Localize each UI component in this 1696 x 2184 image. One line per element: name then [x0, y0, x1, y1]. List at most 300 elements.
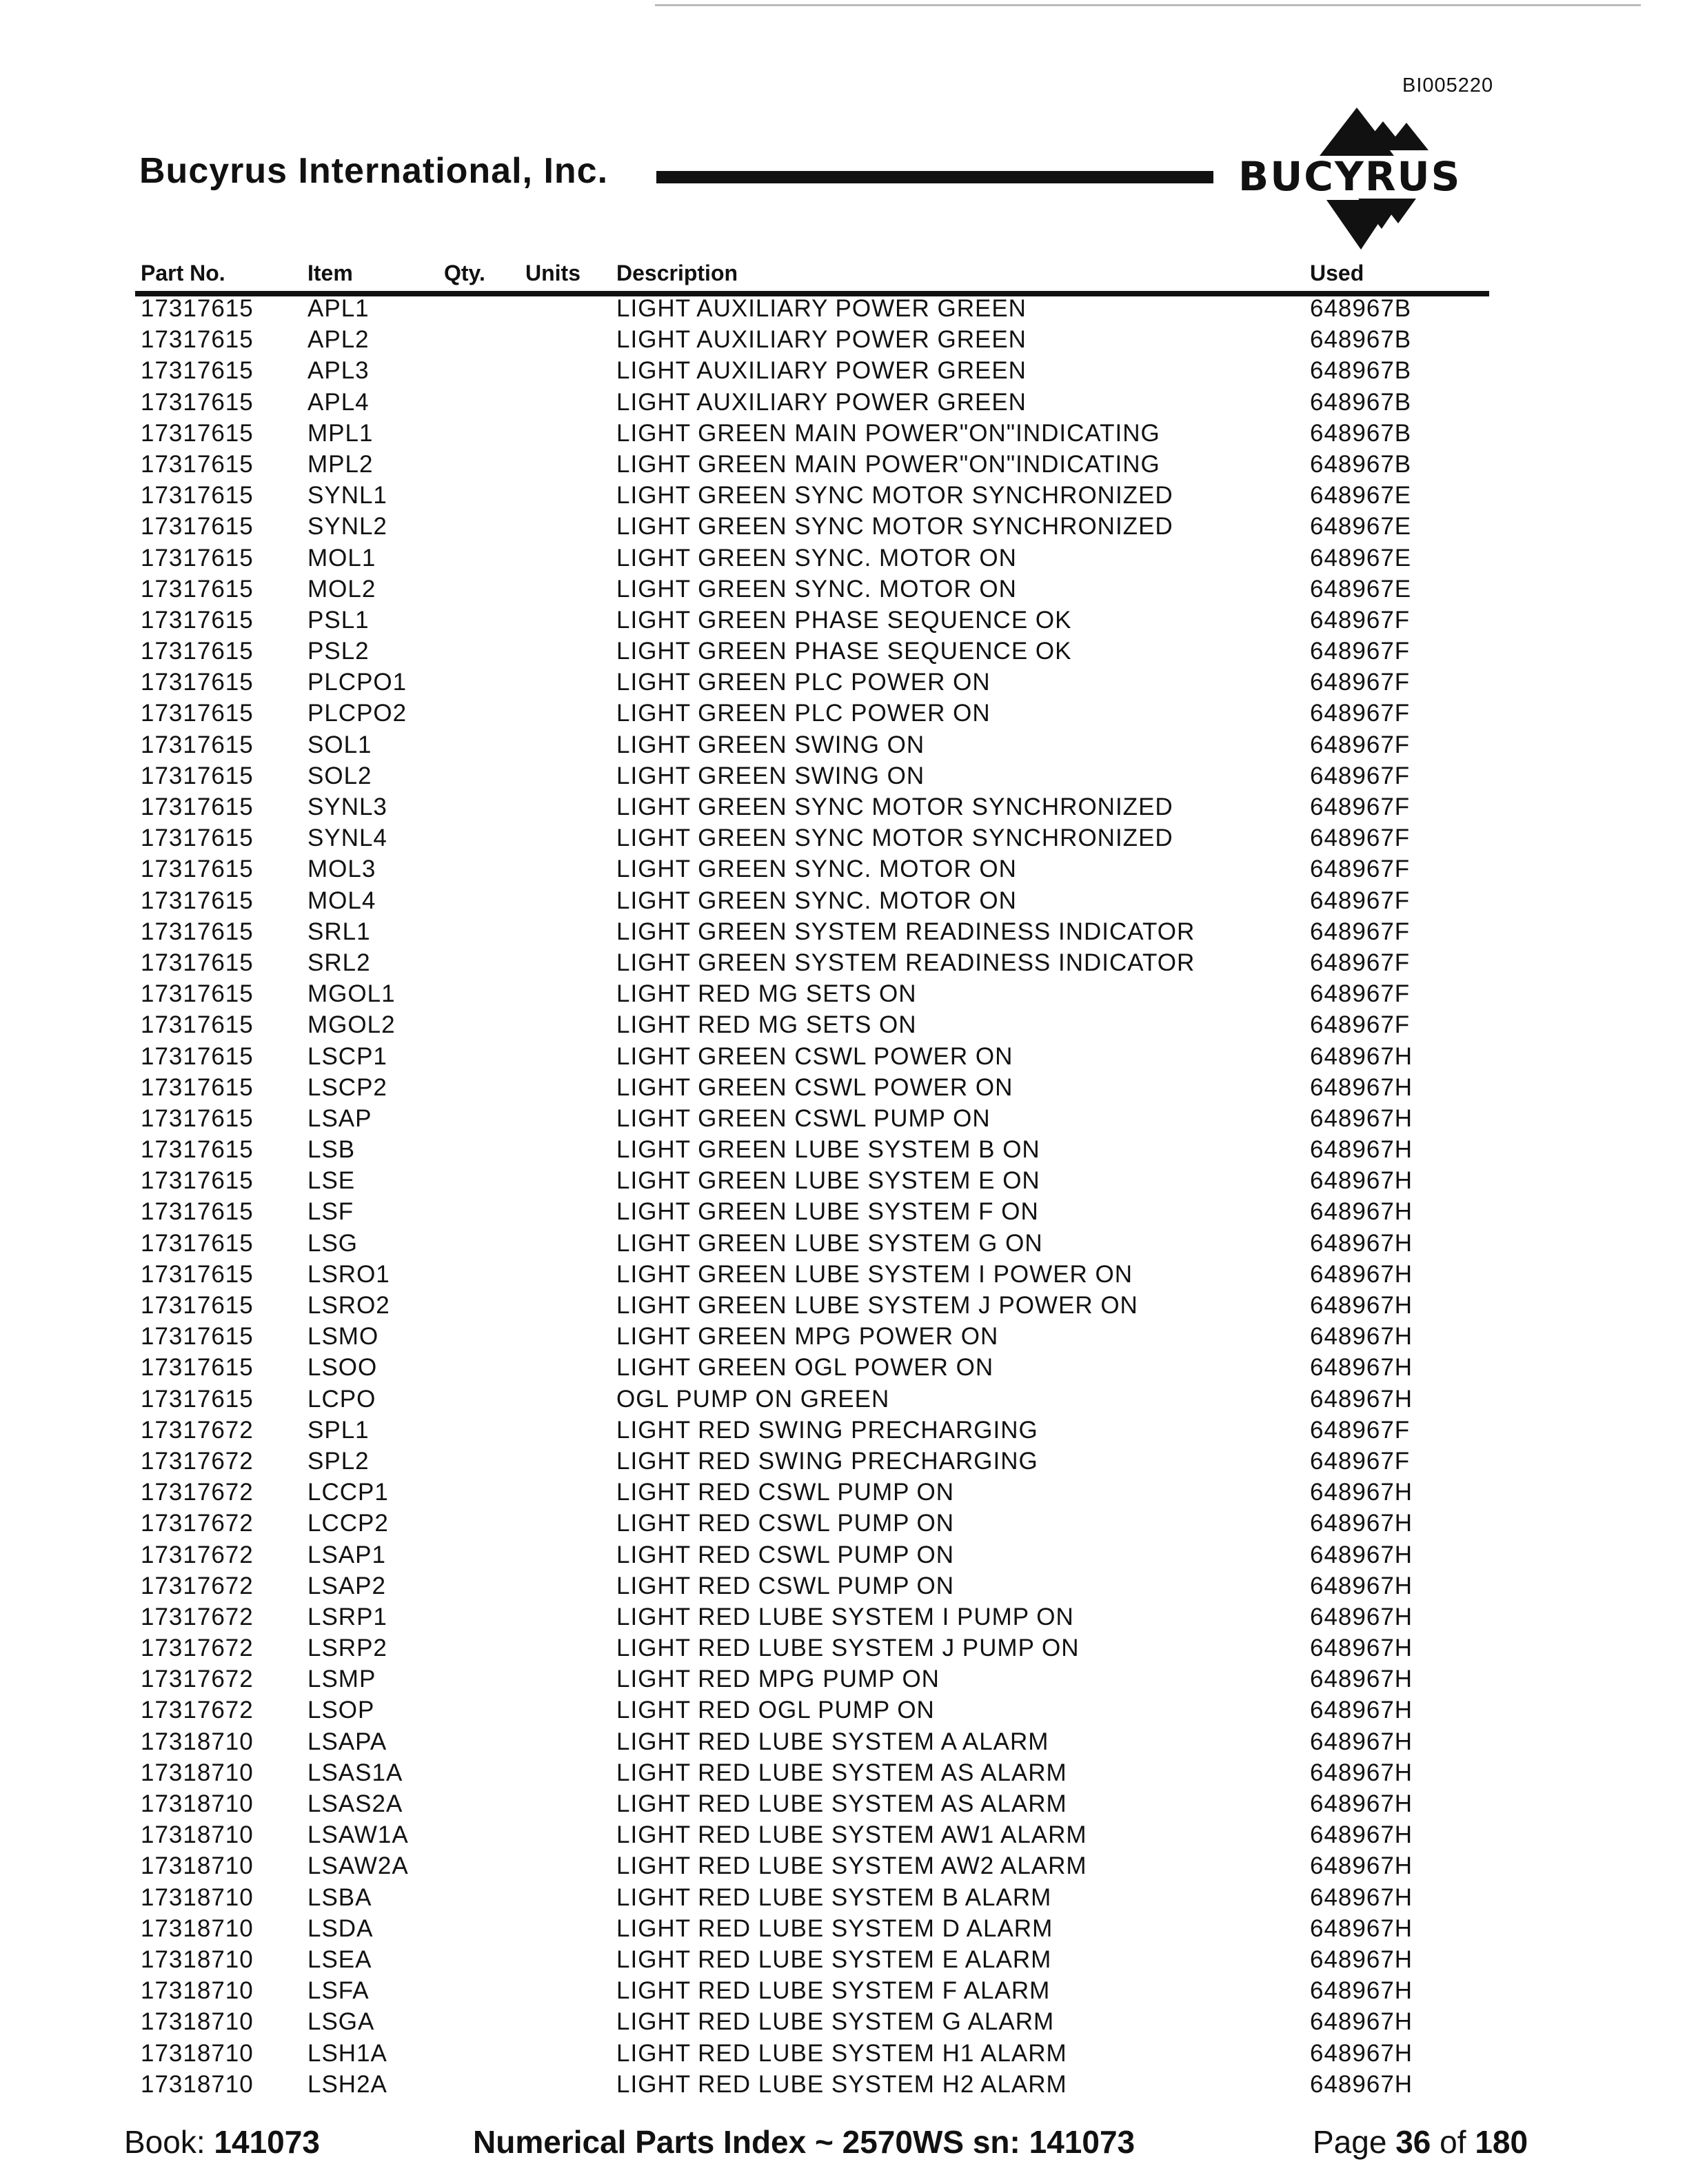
part-number-cell: 17317672 — [141, 1510, 254, 1537]
table-row — [0, 1790, 1696, 1821]
item-cell: LSAP1 — [307, 1541, 386, 1568]
description-cell: LIGHT RED LUBE SYSTEM I PUMP ON — [616, 1603, 1074, 1630]
top-edge-rule — [655, 4, 1641, 6]
item-cell: LSF — [307, 1198, 354, 1226]
used-cell: 648967F — [1310, 731, 1411, 758]
footer-page-number: 36 — [1395, 2124, 1431, 2160]
part-number-cell: 17317615 — [141, 326, 254, 354]
used-cell: 648967H — [1310, 1198, 1413, 1226]
item-cell: LSH1A — [307, 2039, 387, 2067]
item-cell: SYNL3 — [307, 793, 387, 820]
table-row — [0, 1354, 1696, 1385]
table-row — [0, 793, 1696, 825]
description-cell: LIGHT RED LUBE SYSTEM D ALARM — [616, 1914, 1053, 1942]
item-cell: SRL2 — [307, 949, 371, 976]
description-cell: LIGHT GREEN LUBE SYSTEM B ON — [616, 1136, 1040, 1164]
item-cell: LSMP — [307, 1666, 376, 1693]
description-cell: LIGHT RED LUBE SYSTEM F ALARM — [616, 1977, 1051, 2005]
used-cell: 648967H — [1310, 1790, 1413, 1817]
description-cell: LIGHT RED LUBE SYSTEM AW1 ALARM — [616, 1821, 1087, 1849]
description-cell: LIGHT RED LUBE SYSTEM G ALARM — [616, 2008, 1055, 2036]
table-row — [0, 1573, 1696, 1604]
description-cell: LIGHT GREEN SYSTEM READINESS INDICATOR — [616, 949, 1195, 976]
footer-of-label: of — [1440, 2124, 1466, 2160]
used-cell: 648967H — [1310, 1666, 1413, 1693]
description-cell: LIGHT RED LUBE SYSTEM B ALARM — [616, 1883, 1052, 1911]
table-row — [0, 1105, 1696, 1136]
used-cell: 648967F — [1310, 918, 1411, 945]
part-number-cell: 17317615 — [141, 388, 254, 416]
table-row — [0, 326, 1696, 357]
table-row — [0, 1666, 1696, 1697]
used-cell: 648967H — [1310, 1603, 1413, 1630]
part-number-cell: 17317672 — [141, 1603, 254, 1630]
table-row — [0, 295, 1696, 326]
footer-book — [124, 2123, 320, 2161]
description-cell: LIGHT GREEN CSWL PUMP ON — [616, 1104, 991, 1132]
header-bar — [656, 171, 1213, 183]
item-cell: APL1 — [307, 295, 370, 322]
table-row — [0, 1821, 1696, 1852]
table-row — [0, 1884, 1696, 1915]
item-cell: APL2 — [307, 326, 370, 354]
description-cell: LIGHT GREEN SYNC. MOTOR ON — [616, 544, 1017, 572]
used-cell: 648967E — [1310, 513, 1412, 540]
used-cell: 648967H — [1310, 2008, 1413, 2036]
part-number-cell: 17317615 — [141, 856, 254, 883]
table-row — [0, 856, 1696, 887]
description-cell: LIGHT AUXILIARY POWER GREEN — [616, 357, 1027, 385]
table-row — [0, 2040, 1696, 2071]
used-cell: 648967H — [1310, 1354, 1413, 1382]
table-row — [0, 1604, 1696, 1635]
description-cell: LIGHT RED MG SETS ON — [616, 980, 917, 1008]
table-row — [0, 1043, 1696, 1074]
item-cell: MOL1 — [307, 544, 376, 572]
table-row — [0, 482, 1696, 513]
description-cell: LIGHT GREEN LUBE SYSTEM J POWER ON — [616, 1292, 1138, 1319]
table-row — [0, 887, 1696, 918]
used-cell: 648967H — [1310, 1136, 1413, 1164]
description-cell: LIGHT RED LUBE SYSTEM AS ALARM — [616, 1790, 1067, 1817]
part-number-cell: 17317615 — [141, 1011, 254, 1039]
part-number-cell: 17317672 — [141, 1697, 254, 1724]
item-cell: LCCP1 — [307, 1479, 389, 1506]
used-cell: 648967F — [1310, 762, 1411, 789]
description-cell: LIGHT GREEN MAIN POWER"ON"INDICATING — [616, 419, 1160, 447]
part-number-cell: 17318710 — [141, 1914, 254, 1942]
item-cell: LSG — [307, 1229, 359, 1257]
table-row — [0, 1510, 1696, 1541]
used-cell: 648967H — [1310, 1728, 1413, 1755]
part-number-cell: 17317615 — [141, 980, 254, 1008]
used-cell: 648967H — [1310, 1635, 1413, 1662]
table-row — [0, 1697, 1696, 1728]
item-cell: LSCP1 — [307, 1042, 387, 1070]
table-row — [0, 1386, 1696, 1417]
table-row — [0, 1635, 1696, 1666]
description-cell: LIGHT GREEN LUBE SYSTEM G ON — [616, 1229, 1043, 1257]
item-cell: SYNL4 — [307, 825, 387, 852]
logo-wordmark: BUCYRUS — [1238, 153, 1462, 200]
description-cell: LIGHT GREEN PLC POWER ON — [616, 669, 991, 696]
table-row — [0, 762, 1696, 793]
table-row — [0, 918, 1696, 949]
used-cell: 648967H — [1310, 1479, 1413, 1506]
part-number-cell: 17317615 — [141, 295, 254, 322]
description-cell: LIGHT GREEN MAIN POWER"ON"INDICATING — [616, 450, 1160, 478]
part-number-cell: 17317615 — [141, 793, 254, 820]
table-row — [0, 1292, 1696, 1323]
part-number-cell: 17317615 — [141, 638, 254, 665]
table-row — [0, 1198, 1696, 1229]
footer-book-number: 141073 — [214, 2124, 320, 2160]
item-cell: LSCP2 — [307, 1073, 387, 1101]
table-row — [0, 731, 1696, 762]
item-cell: LSMO — [307, 1323, 379, 1351]
description-cell: LIGHT RED LUBE SYSTEM J PUMP ON — [616, 1635, 1080, 1662]
table-row — [0, 607, 1696, 638]
part-number-cell: 17318710 — [141, 1821, 254, 1849]
description-cell: LIGHT GREEN SWING ON — [616, 762, 925, 789]
used-cell: 648967F — [1310, 949, 1411, 976]
item-cell: PLCPO2 — [307, 700, 407, 727]
table-row — [0, 1011, 1696, 1042]
column-header-description: Description — [616, 261, 738, 285]
item-cell: MOL2 — [307, 575, 376, 603]
part-number-cell: 17317615 — [141, 1104, 254, 1132]
item-cell: SRL1 — [307, 918, 371, 945]
table-row — [0, 389, 1696, 420]
item-cell: APL3 — [307, 357, 370, 385]
item-cell: LSAP2 — [307, 1572, 386, 1599]
description-cell: LIGHT RED CSWL PUMP ON — [616, 1510, 955, 1537]
description-cell: LIGHT RED OGL PUMP ON — [616, 1697, 935, 1724]
used-cell: 648967H — [1310, 1323, 1413, 1351]
part-number-cell: 17317615 — [141, 949, 254, 976]
part-number-cell: 17318710 — [141, 1728, 254, 1755]
footer-page — [1313, 2123, 1528, 2161]
part-number-cell: 17317615 — [141, 1198, 254, 1226]
item-cell: LCCP2 — [307, 1510, 389, 1537]
footer-page-total: 180 — [1475, 2124, 1528, 2160]
table-row — [0, 980, 1696, 1011]
table-row — [0, 576, 1696, 607]
item-cell: SYNL2 — [307, 513, 387, 540]
used-cell: 648967H — [1310, 1104, 1413, 1132]
table-row — [0, 1448, 1696, 1479]
part-number-cell: 17318710 — [141, 2039, 254, 2067]
footer-book-label: Book: — [124, 2124, 205, 2160]
part-number-cell: 17317615 — [141, 731, 254, 758]
description-cell: LIGHT GREEN SYNC. MOTOR ON — [616, 887, 1017, 914]
item-cell: SPL1 — [307, 1416, 370, 1444]
part-number-cell: 17317672 — [141, 1447, 254, 1475]
table-row — [0, 825, 1696, 856]
table-row — [0, 1541, 1696, 1573]
description-cell: LIGHT GREEN LUBE SYSTEM E ON — [616, 1167, 1040, 1195]
description-cell: LIGHT RED CSWL PUMP ON — [616, 1541, 955, 1568]
column-header-part-no: Part No. — [141, 261, 225, 285]
table-row — [0, 1479, 1696, 1510]
description-cell: LIGHT GREEN LUBE SYSTEM I POWER ON — [616, 1260, 1133, 1288]
description-cell: LIGHT GREEN SWING ON — [616, 731, 925, 758]
description-cell: LIGHT RED MPG PUMP ON — [616, 1666, 940, 1693]
table-row — [0, 1323, 1696, 1354]
table-row — [0, 1977, 1696, 2008]
part-number-cell: 17318710 — [141, 1790, 254, 1817]
used-cell: 648967E — [1310, 482, 1412, 509]
item-cell: LSOP — [307, 1697, 375, 1724]
part-number-cell: 17318710 — [141, 1852, 254, 1880]
part-number-cell: 17317615 — [141, 482, 254, 509]
used-cell: 648967F — [1310, 793, 1411, 820]
item-cell: LSFA — [307, 1977, 370, 2005]
part-number-cell: 17317615 — [141, 762, 254, 789]
used-cell: 648967E — [1310, 544, 1412, 572]
used-cell: 648967H — [1310, 1914, 1413, 1942]
table-row — [0, 1261, 1696, 1292]
used-cell: 648967H — [1310, 1073, 1413, 1101]
description-cell: LIGHT GREEN CSWL POWER ON — [616, 1042, 1013, 1070]
description-cell: LIGHT GREEN SYNC MOTOR SYNCHRONIZED — [616, 825, 1173, 852]
table-row — [0, 1074, 1696, 1105]
description-cell: LIGHT RED CSWL PUMP ON — [616, 1572, 955, 1599]
table-row — [0, 545, 1696, 576]
table-row — [0, 451, 1696, 482]
part-number-cell: 17318710 — [141, 1945, 254, 1973]
used-cell: 648967H — [1310, 1510, 1413, 1537]
part-number-cell: 17317672 — [141, 1572, 254, 1599]
parts-table — [0, 295, 1696, 2102]
used-cell: 648967H — [1310, 1572, 1413, 1599]
part-number-cell: 17318710 — [141, 2008, 254, 2036]
item-cell: SPL2 — [307, 1447, 370, 1475]
part-number-cell: 17317672 — [141, 1541, 254, 1568]
item-cell: SOL1 — [307, 731, 372, 758]
used-cell: 648967H — [1310, 1883, 1413, 1911]
used-cell: 648967H — [1310, 1821, 1413, 1849]
part-number-cell: 17317615 — [141, 1229, 254, 1257]
table-row — [0, 1759, 1696, 1790]
part-number-cell: 17317615 — [141, 357, 254, 385]
item-cell: LSRP2 — [307, 1635, 387, 1662]
description-cell: LIGHT AUXILIARY POWER GREEN — [616, 295, 1027, 322]
description-cell: LIGHT GREEN SYNC MOTOR SYNCHRONIZED — [616, 513, 1173, 540]
item-cell: LSAP — [307, 1104, 372, 1132]
description-cell: LIGHT RED MG SETS ON — [616, 1011, 917, 1039]
used-cell: 648967B — [1310, 388, 1412, 416]
table-row — [0, 700, 1696, 731]
used-cell: 648967H — [1310, 1229, 1413, 1257]
part-number-cell: 17318710 — [141, 1977, 254, 2005]
footer-index-title — [473, 2123, 1135, 2161]
part-number-cell: 17317672 — [141, 1635, 254, 1662]
part-number-cell: 17317615 — [141, 1385, 254, 1413]
description-cell: LIGHT RED LUBE SYSTEM A ALARM — [616, 1728, 1049, 1755]
item-cell: APL4 — [307, 388, 370, 416]
description-cell: LIGHT AUXILIARY POWER GREEN — [616, 326, 1027, 354]
description-cell: LIGHT RED SWING PRECHARGING — [616, 1416, 1038, 1444]
table-row — [0, 420, 1696, 451]
item-cell: LSOO — [307, 1354, 378, 1382]
part-number-cell: 17317615 — [141, 1042, 254, 1070]
used-cell: 648967F — [1310, 856, 1411, 883]
item-cell: LSB — [307, 1136, 356, 1164]
used-cell: 648967H — [1310, 1697, 1413, 1724]
used-cell: 648967F — [1310, 825, 1411, 852]
column-header-used: Used — [1310, 261, 1364, 285]
item-cell: LSAS2A — [307, 1790, 403, 1817]
description-cell: LIGHT RED CSWL PUMP ON — [616, 1479, 955, 1506]
item-cell: LSE — [307, 1167, 356, 1195]
table-row — [0, 1167, 1696, 1198]
item-cell: MGOL1 — [307, 980, 396, 1008]
used-cell: 648967B — [1310, 326, 1412, 354]
part-number-cell: 17317615 — [141, 544, 254, 572]
item-cell: LSBA — [307, 1883, 372, 1911]
used-cell: 648967F — [1310, 887, 1411, 914]
item-cell: LSDA — [307, 1914, 374, 1942]
table-row — [0, 1852, 1696, 1883]
item-cell: LSAW1A — [307, 1821, 409, 1849]
used-cell: 648967H — [1310, 2070, 1413, 2098]
item-cell: MOL4 — [307, 887, 376, 914]
description-cell: OGL PUMP ON GREEN — [616, 1385, 890, 1413]
item-cell: PSL1 — [307, 606, 370, 634]
column-header-item: Item — [307, 261, 353, 285]
used-cell: 648967H — [1310, 1042, 1413, 1070]
table-row — [0, 2071, 1696, 2102]
used-cell: 648967H — [1310, 1167, 1413, 1195]
part-number-cell: 17317615 — [141, 1292, 254, 1319]
used-cell: 648967H — [1310, 1260, 1413, 1288]
item-cell: MOL3 — [307, 856, 376, 883]
item-cell: PLCPO1 — [307, 669, 407, 696]
used-cell: 648967B — [1310, 295, 1412, 322]
table-row — [0, 513, 1696, 544]
part-number-cell: 17317672 — [141, 1416, 254, 1444]
part-number-cell: 17317615 — [141, 669, 254, 696]
item-cell: LSAW2A — [307, 1852, 409, 1880]
item-cell: PSL2 — [307, 638, 370, 665]
part-number-cell: 17317615 — [141, 1260, 254, 1288]
footer-index-text: Numerical Parts Index ~ 2570WS sn: 141073 — [473, 2124, 1135, 2160]
item-cell: LSH2A — [307, 2070, 387, 2098]
description-cell: LIGHT GREEN PLC POWER ON — [616, 700, 991, 727]
used-cell: 648967H — [1310, 1945, 1413, 1973]
item-cell: LSRO1 — [307, 1260, 390, 1288]
used-cell: 648967F — [1310, 669, 1411, 696]
description-cell: LIGHT GREEN SYNC. MOTOR ON — [616, 856, 1017, 883]
description-cell: LIGHT GREEN SYSTEM READINESS INDICATOR — [616, 918, 1195, 945]
table-row — [0, 1230, 1696, 1261]
part-number-cell: 17317615 — [141, 918, 254, 945]
table-row — [0, 1417, 1696, 1448]
column-header-units: Units — [525, 261, 581, 285]
used-cell: 648967F — [1310, 1011, 1411, 1039]
part-number-cell: 17317615 — [141, 1323, 254, 1351]
description-cell: LIGHT GREEN LUBE SYSTEM F ON — [616, 1198, 1039, 1226]
used-cell: 648967B — [1310, 357, 1412, 385]
part-number-cell: 17317615 — [141, 606, 254, 634]
used-cell: 648967F — [1310, 1416, 1411, 1444]
part-number-cell: 17317615 — [141, 513, 254, 540]
used-cell: 648967B — [1310, 450, 1412, 478]
description-cell: LIGHT GREEN OGL POWER ON — [616, 1354, 994, 1382]
part-number-cell: 17317615 — [141, 887, 254, 914]
table-row — [0, 638, 1696, 669]
description-cell: LIGHT GREEN SYNC MOTOR SYNCHRONIZED — [616, 482, 1173, 509]
description-cell: LIGHT RED LUBE SYSTEM AW2 ALARM — [616, 1852, 1087, 1880]
description-cell: LIGHT RED LUBE SYSTEM H2 ALARM — [616, 2070, 1067, 2098]
part-number-cell: 17317615 — [141, 1073, 254, 1101]
part-number-cell: 17317615 — [141, 450, 254, 478]
used-cell: 648967F — [1310, 606, 1411, 634]
description-cell: LIGHT RED SWING PRECHARGING — [616, 1447, 1038, 1475]
description-cell: LIGHT GREEN PHASE SEQUENCE OK — [616, 638, 1072, 665]
part-number-cell: 17317672 — [141, 1666, 254, 1693]
item-cell: MPL2 — [307, 450, 374, 478]
description-cell: LIGHT GREEN CSWL POWER ON — [616, 1073, 1013, 1101]
table-row — [0, 1946, 1696, 1977]
item-cell: LSEA — [307, 1945, 372, 1973]
table-row — [0, 1728, 1696, 1759]
used-cell: 648967F — [1310, 1447, 1411, 1475]
used-cell: 648967F — [1310, 700, 1411, 727]
table-row — [0, 2008, 1696, 2039]
description-cell: LIGHT GREEN SYNC MOTOR SYNCHRONIZED — [616, 793, 1173, 820]
item-cell: SOL2 — [307, 762, 372, 789]
used-cell: 648967H — [1310, 1541, 1413, 1568]
part-number-cell: 17317615 — [141, 1136, 254, 1164]
used-cell: 648967H — [1310, 1977, 1413, 2005]
used-cell: 648967F — [1310, 980, 1411, 1008]
item-cell: LSAS1A — [307, 1759, 403, 1786]
description-cell: LIGHT RED LUBE SYSTEM E ALARM — [616, 1945, 1052, 1973]
part-number-cell: 17318710 — [141, 1759, 254, 1786]
part-number-cell: 17317672 — [141, 1479, 254, 1506]
part-number-cell: 17317615 — [141, 825, 254, 852]
part-number-cell: 17317615 — [141, 700, 254, 727]
part-number-cell: 17317615 — [141, 1167, 254, 1195]
item-cell: LSGA — [307, 2008, 375, 2036]
item-cell: LSRP1 — [307, 1603, 387, 1630]
table-row — [0, 1136, 1696, 1167]
item-cell: MPL1 — [307, 419, 374, 447]
used-cell: 648967H — [1310, 1852, 1413, 1880]
part-number-cell: 17317615 — [141, 1354, 254, 1382]
description-cell: LIGHT AUXILIARY POWER GREEN — [616, 388, 1027, 416]
footer-page-label: Page — [1313, 2124, 1387, 2160]
part-number-cell: 17317615 — [141, 575, 254, 603]
description-cell: LIGHT RED LUBE SYSTEM AS ALARM — [616, 1759, 1067, 1786]
used-cell: 648967F — [1310, 638, 1411, 665]
used-cell: 648967B — [1310, 419, 1412, 447]
used-cell: 648967H — [1310, 2039, 1413, 2067]
item-cell: SYNL1 — [307, 482, 387, 509]
part-number-cell: 17318710 — [141, 1883, 254, 1911]
item-cell: MGOL2 — [307, 1011, 396, 1039]
item-cell: LSRO2 — [307, 1292, 390, 1319]
used-cell: 648967H — [1310, 1385, 1413, 1413]
description-cell: LIGHT GREEN PHASE SEQUENCE OK — [616, 606, 1072, 634]
item-cell: LSAPA — [307, 1728, 387, 1755]
company-name: Bucyrus International, Inc. — [139, 151, 609, 191]
part-number-cell: 17317615 — [141, 419, 254, 447]
description-cell: LIGHT RED LUBE SYSTEM H1 ALARM — [616, 2039, 1067, 2067]
part-number-cell: 17318710 — [141, 2070, 254, 2098]
